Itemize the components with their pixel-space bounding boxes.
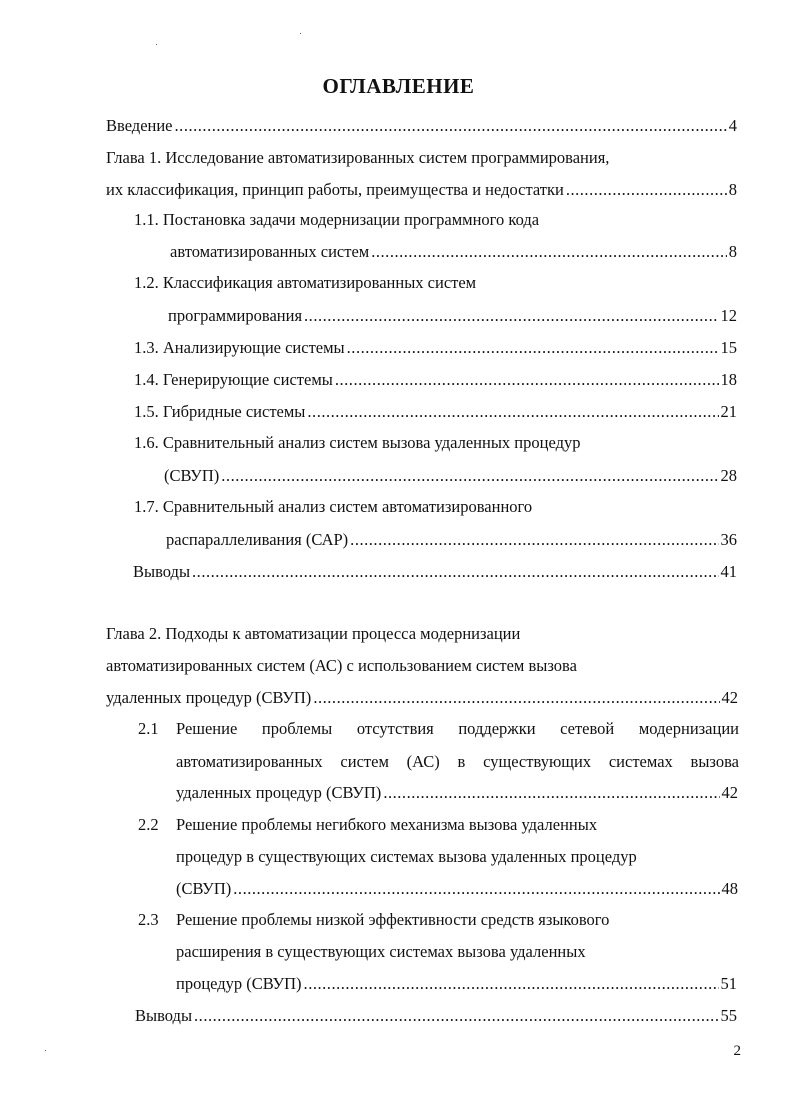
toc-entry-label: Введение: [106, 116, 173, 135]
dot-leader: [194, 1005, 718, 1027]
toc-chapter1-line1: Глава 1. Исследование автоматизированных систем программирования,: [106, 148, 610, 167]
scan-speck: [156, 44, 157, 45]
toc-section-2-3-line2: расширения в существующих системах вызова удаленных: [176, 942, 586, 961]
toc-page-number: 48: [721, 879, 738, 898]
dot-leader: [383, 782, 719, 804]
toc-entry-1-6: [164, 465, 737, 487]
toc-entry-1-7: [166, 529, 737, 551]
scan-speck: [300, 33, 301, 34]
toc-entry-label: 1.3. Анализирующие системы: [134, 338, 345, 357]
toc-entry-chapter1: [106, 179, 737, 201]
toc-entry-label: распараллеливания (САР): [166, 530, 349, 549]
toc-page-number: 42: [721, 783, 738, 802]
toc-entry-1-1: [170, 241, 737, 263]
toc-entry-chapter1-conclusions: [133, 561, 737, 583]
toc-entry-chapter2-conclusions: [135, 1005, 737, 1027]
toc-entry-label: (СВУП): [176, 879, 232, 898]
toc-entry-label: процедур (СВУП): [176, 974, 302, 993]
dot-leader: [233, 878, 719, 900]
toc-page-number: 8: [728, 180, 737, 199]
dot-leader: [192, 561, 718, 583]
toc-page-number: 21: [720, 402, 737, 421]
page-number: 2: [733, 1043, 741, 1059]
toc-section-2-2-line2: процедур в существующих системах вызова удаленных процедур: [176, 847, 637, 866]
toc-section-number: 2.3: [138, 910, 159, 929]
toc-page-number: 15: [720, 338, 737, 357]
toc-section-number: 2.1: [138, 719, 159, 738]
toc-entry-intro: [106, 115, 737, 137]
toc-entry-label: 1.4. Генерирующие системы: [134, 370, 333, 389]
toc-section-1-2-line1: 1.2. Классификация автоматизированных систем: [134, 273, 477, 292]
scan-speck: [45, 1050, 46, 1051]
toc-entry-label: удаленных процедур (СВУП): [106, 688, 312, 707]
toc-section-2-3-line1: Решение проблемы низкой эффективности средств языкового: [176, 910, 610, 929]
dot-leader: [175, 115, 727, 137]
toc-page-number: 12: [720, 306, 737, 325]
toc-entry-label: удаленных процедур (СВУП): [176, 783, 382, 802]
toc-section-1-7-line1: 1.7. Сравнительный анализ систем автоматизированного: [134, 497, 533, 516]
toc-chapter2-line1: Глава 2. Подходы к автоматизации процесса модернизации: [106, 624, 521, 643]
dot-leader: [350, 529, 718, 551]
toc-section-2-2-line1: Решение проблемы негибкого механизма вызова удаленных: [176, 815, 598, 834]
toc-page-number: 55: [720, 1006, 737, 1025]
toc-page-number: 41: [720, 562, 737, 581]
dot-leader: [221, 465, 718, 487]
toc-page-number: 4: [728, 116, 737, 135]
dot-leader: [304, 305, 718, 327]
toc-section-2-1-line2: автоматизированных систем (АС) в существующих системах вызова: [176, 752, 739, 771]
toc-entry-label: Выводы: [135, 1006, 193, 1025]
toc-page-number: 28: [720, 466, 737, 485]
toc-entry-label: автоматизированных систем: [170, 242, 370, 261]
toc-entry-chapter2: [106, 687, 738, 709]
toc-entry-1-5: [134, 401, 737, 423]
dot-leader: [335, 369, 719, 391]
toc-section-2-1-line1: Решение проблемы отсутствия поддержки сетевой модернизации: [176, 719, 739, 738]
dot-leader: [307, 401, 718, 423]
toc-page-number: 18: [720, 370, 737, 389]
toc-section-1-6-line1: 1.6. Сравнительный анализ систем вызова удаленных процедур: [134, 433, 581, 452]
toc-entry-1-4: [134, 369, 737, 391]
toc-entry-2-2: [176, 878, 738, 900]
toc-section-1-1-line1: 1.1. Постановка задачи модернизации программного кода: [134, 210, 540, 229]
toc-entry-label: Выводы: [133, 562, 191, 581]
toc-entry-label: (СВУП): [164, 466, 220, 485]
toc-chapter2-line2: автоматизированных систем (АС) с использованием систем вызова: [106, 656, 577, 675]
dot-leader: [371, 241, 727, 263]
toc-page-number: 36: [720, 530, 737, 549]
toc-page-number: 51: [720, 974, 737, 993]
dot-leader: [304, 973, 719, 995]
toc-entry-2-3: [176, 973, 737, 995]
toc-entry-1-2: [168, 305, 737, 327]
toc-entry-label: программирования: [168, 306, 303, 325]
toc-entry-label: их классификация, принцип работы, преимущества и недостатки: [106, 180, 564, 199]
toc-entry-1-3: [134, 337, 737, 359]
toc-entry-2-1: [176, 782, 738, 804]
dot-leader: [566, 179, 727, 201]
toc-page-number: 8: [728, 242, 737, 261]
dot-leader: [313, 687, 719, 709]
dot-leader: [347, 337, 719, 359]
toc-section-number: 2.2: [138, 815, 159, 834]
toc-entry-label: 1.5. Гибридные системы: [134, 402, 306, 421]
toc-page-number: 42: [721, 688, 738, 707]
page-title: ОГЛАВЛЕНИЕ: [322, 74, 475, 98]
